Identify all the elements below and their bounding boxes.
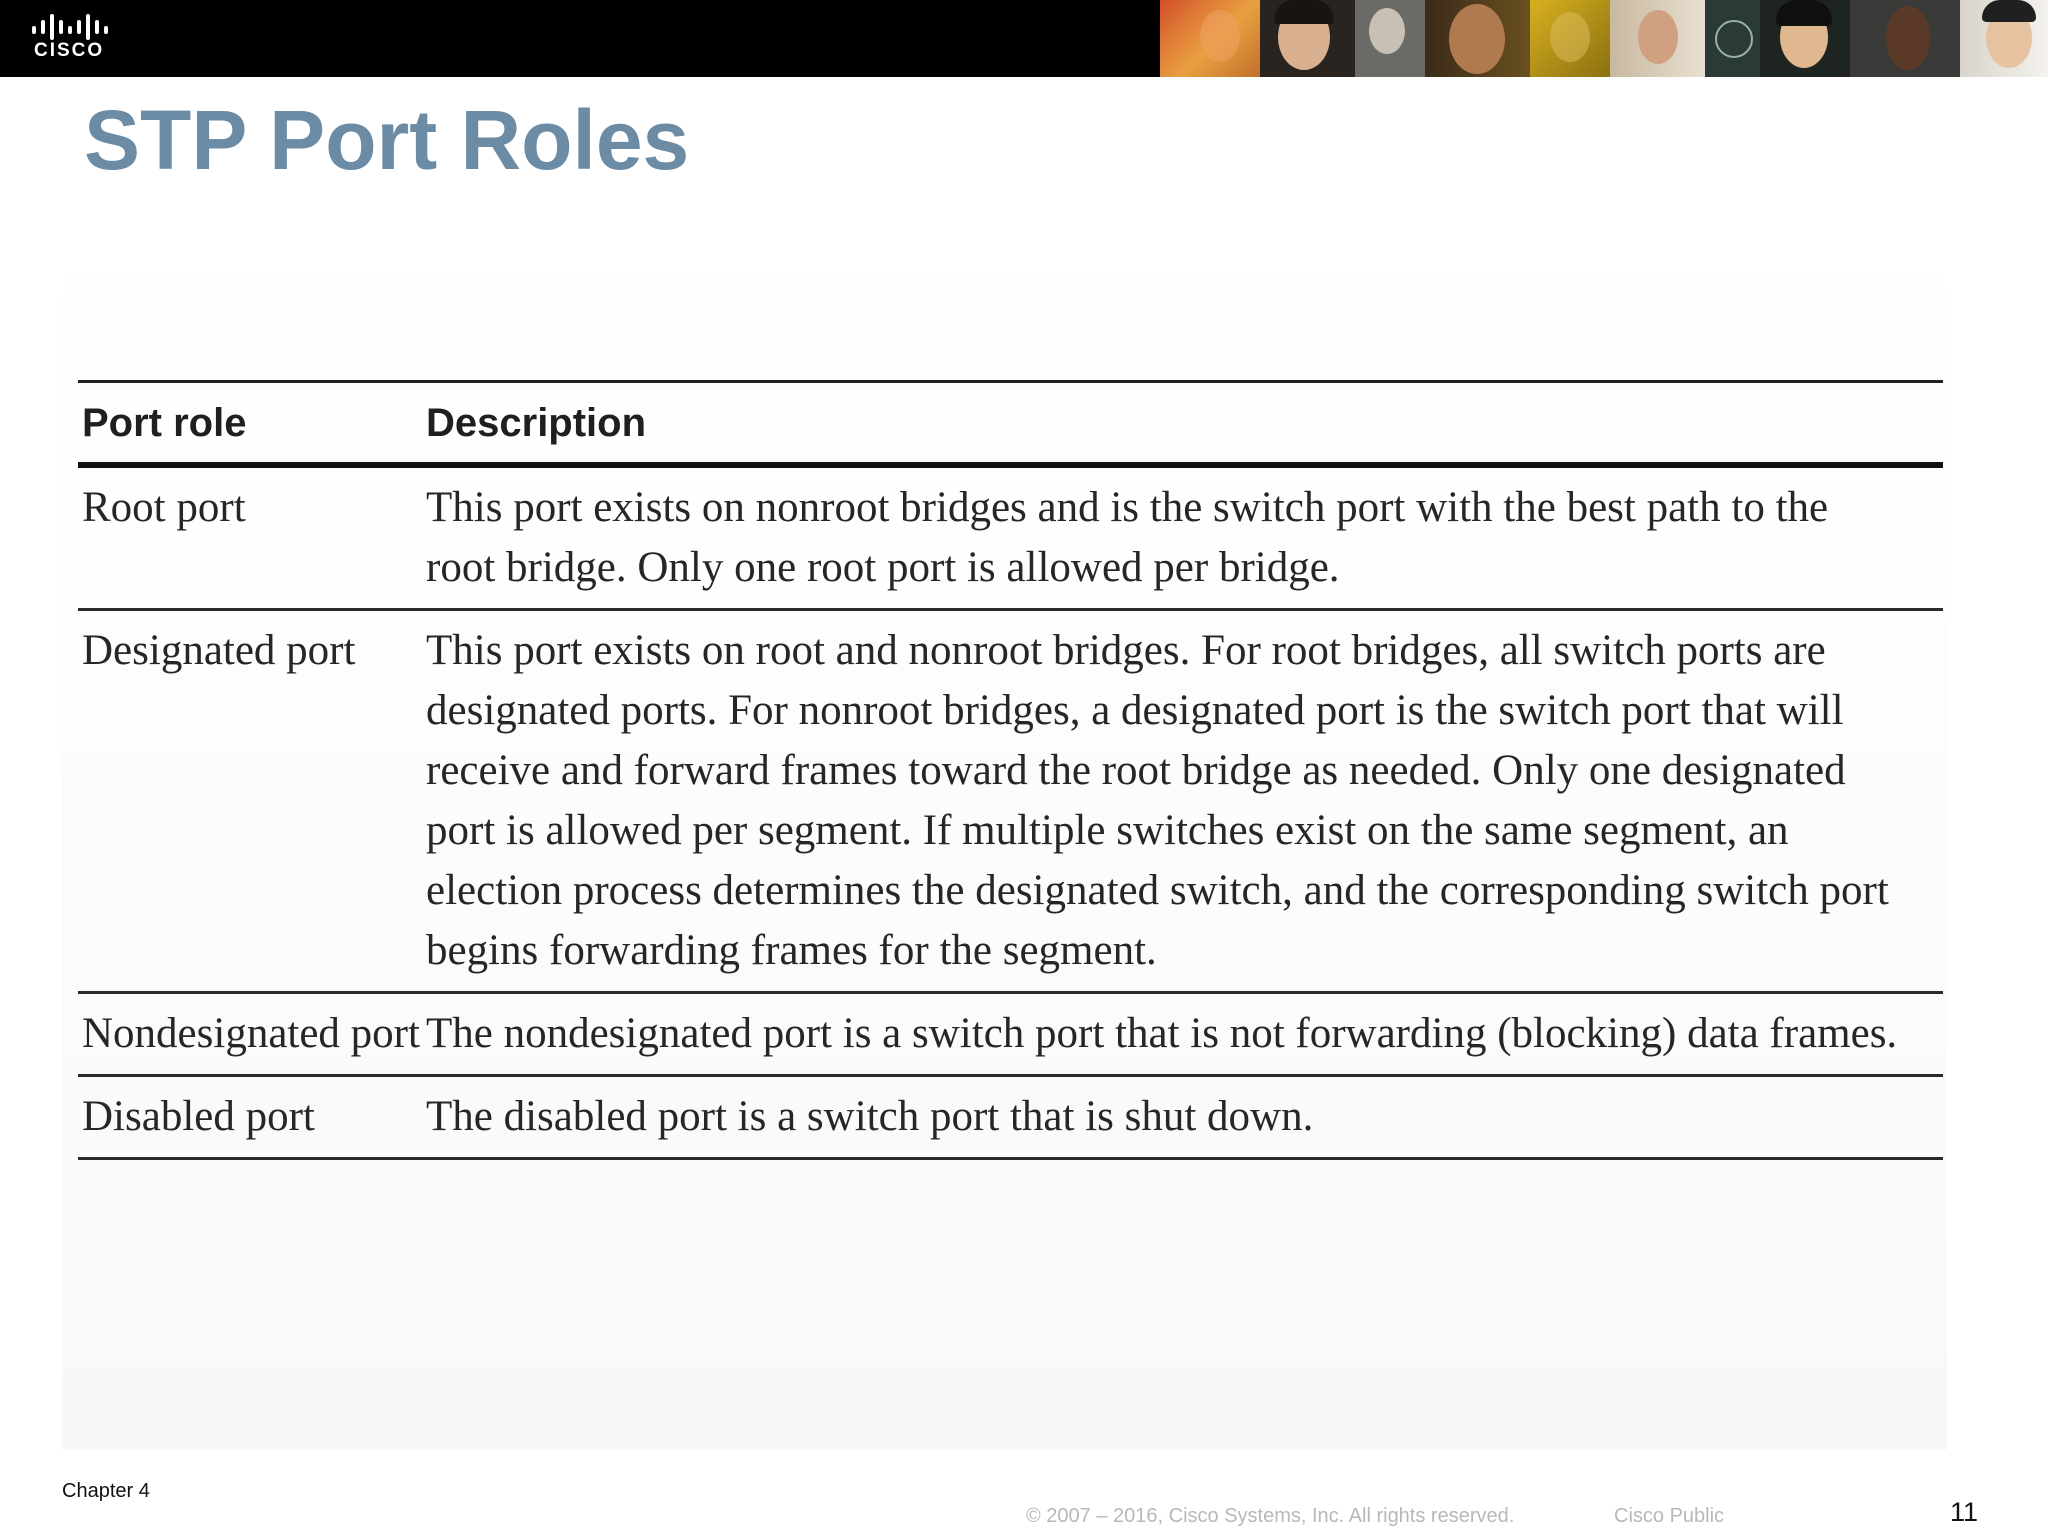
port-roles-table: [78, 380, 1943, 1160]
logo-text: CISCO: [34, 40, 105, 61]
top-banner: [0, 0, 2048, 77]
cisco-bars-icon: [32, 14, 118, 40]
port-role-cell: Designated port: [78, 610, 422, 993]
classification-label: Cisco Public: [1614, 1505, 1725, 1527]
port-role-cell: Nondesignated port: [78, 993, 422, 1076]
column-header-port-role: Port role: [78, 382, 422, 466]
slide-title: STP Port Roles: [84, 93, 690, 187]
description-cell: The disabled port is a switch port that is shut down.: [422, 1076, 1943, 1159]
description-cell: The nondesignated port is a switch port that is not forwarding (blocking) data frames.: [422, 993, 1943, 1076]
table-row-nondesignated-port: [78, 993, 1943, 1076]
cisco-logo: [30, 14, 120, 64]
people-photo-strip-icon: [1160, 0, 2048, 77]
table-row-designated-port: [78, 610, 1943, 993]
table-row-root-port: [78, 465, 1943, 610]
column-header-description: Description: [422, 382, 1943, 466]
port-role-cell: Disabled port: [78, 1076, 422, 1159]
port-role-cell: Root port: [78, 465, 422, 610]
description-cell: This port exists on nonroot bridges and is the switch port with the best path to the root bridge. Only one root port is allowed per bridge.: [422, 465, 1943, 610]
table-row-disabled-port: [78, 1076, 1943, 1159]
table-header-row: [78, 382, 1943, 466]
page-number: 11: [1950, 1497, 1979, 1527]
chapter-label: Chapter 4: [62, 1480, 150, 1502]
copyright-notice: © 2007 – 2016, Cisco Systems, Inc. All rights reserved.: [1026, 1505, 1515, 1527]
description-cell: This port exists on root and nonroot bridges. For root bridges, all switch ports are designated ports. For nonroot bridges, a designated port is the switch port that will receive and forward frames toward the root bridge as needed. Only one designated port is allowed per segment. If multiple switches exist on the same segment, an election process determines the designated switch, and the corresponding switch port begins forwarding frames for the segment.: [422, 610, 1943, 993]
